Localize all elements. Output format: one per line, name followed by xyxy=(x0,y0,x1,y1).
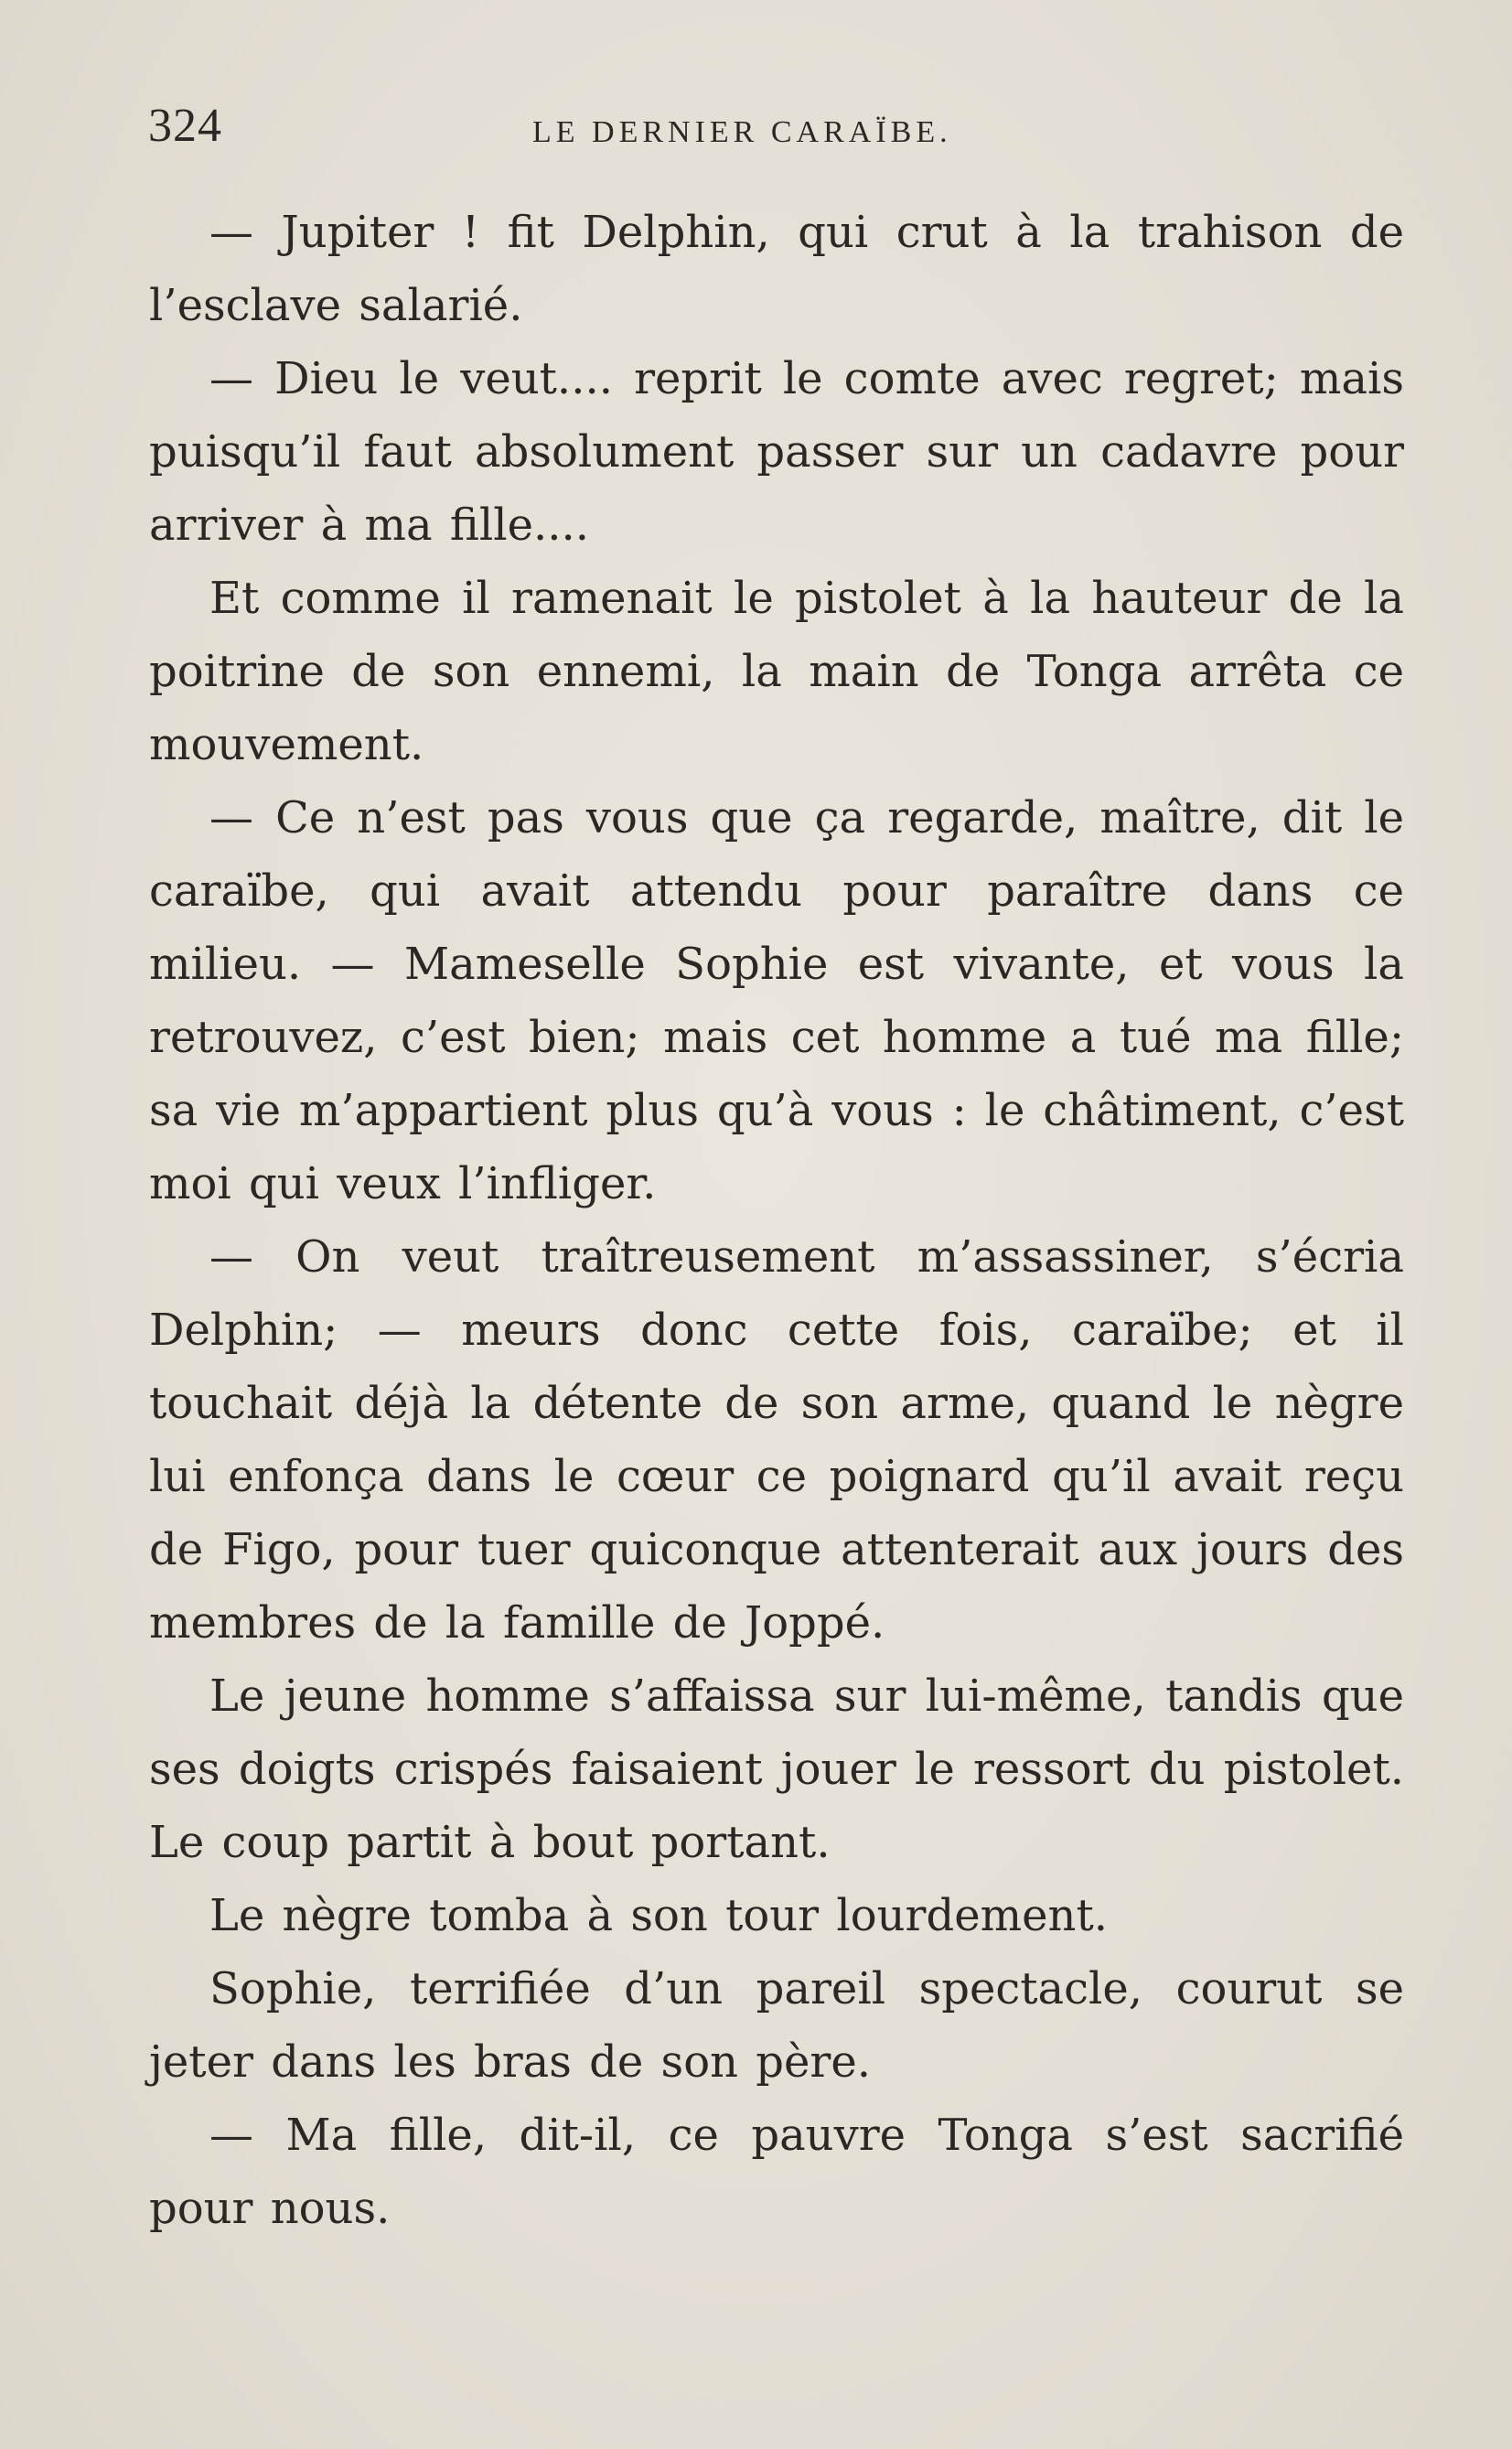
paragraph: — Dieu le veut.... reprit le comte avec regret; mais puisqu’il faut absolument passer sur un cadavre pour arriver à ma fille.... xyxy=(149,353,1404,551)
page-header xyxy=(148,99,1392,154)
paragraph: Le jeune homme s’affaissa sur lui-même, tandis que ses doigts crispés faisaient jouer le ressort du pistolet. Le coup partit à bout portant. xyxy=(149,1670,1404,1868)
paragraph: Et comme il ramenait le pistolet à la hauteur de la poitrine de son ennemi, la main de Tonga arrêta ce mouvement. xyxy=(149,573,1404,770)
running-title: LE DERNIER CARAÏBE. xyxy=(532,115,952,149)
paragraph: Le nègre tomba à son tour lourdement. xyxy=(209,1890,1109,1941)
paragraph: — Ce n’est pas vous que ça regarde, maître, dit le caraïbe, qui avait attendu pour paraître dans ce milieu. — Mameselle Sophie est vivante, et vous la retrouvez, c’est bien; mais cet homme a tué ma fille; sa vie m’appartient plus qu’à vous : le châtiment, c’est moi qui veux l’infliger. xyxy=(149,792,1404,1209)
paragraph: — Jupiter ! fit Delphin, qui crut à la trahison de l’esclave salarié. xyxy=(149,207,1404,331)
paragraph: — On veut traîtreusement m’assassiner, s’écria Delphin; — meurs donc cette fois, caraïbe; et il touchait déjà la détente de son arme, quand le nègre lui enfonça dans le cœur ce poignard qu’il avait reçu de Figo, pour tuer quiconque attenterait aux jours des membres de la famille de Joppé. xyxy=(149,1231,1404,1649)
paragraph: — Ma fille, dit-il, ce pauvre Tonga s’est sacrifié pour nous. xyxy=(149,2110,1404,2234)
page-number: 324 xyxy=(148,100,222,152)
body-text xyxy=(149,196,1404,2245)
paragraph: Sophie, terrifiée d’un pareil spectacle, courut se jeter dans les bras de son père. xyxy=(149,1963,1404,2088)
